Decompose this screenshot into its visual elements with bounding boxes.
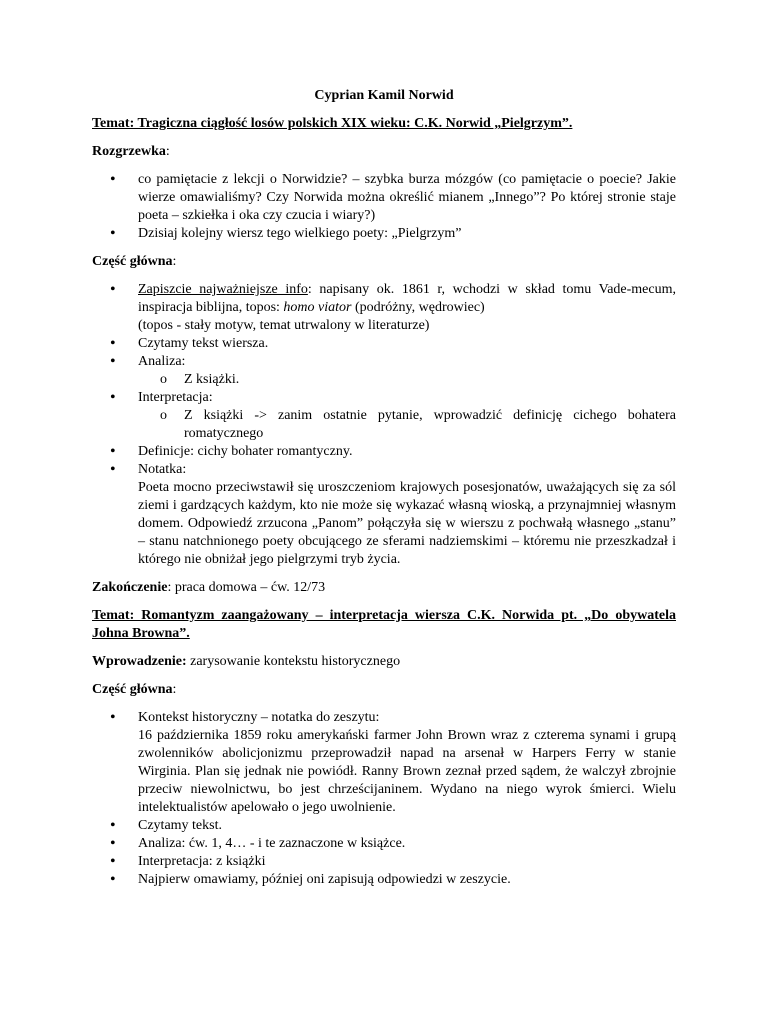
analysis-label: Analiza:: [138, 354, 186, 369]
lesson1-warmup-heading: [92, 143, 676, 161]
sublist-item: o Z książki.: [138, 371, 676, 389]
list-item: • Najpierw omawiamy, później oni zapisują odpowiedzi w zeszycie.: [92, 871, 676, 889]
warmup-list: [92, 171, 676, 243]
lesson2-topic: Temat: Romantyzm zaangażowany – interpretacja wiersza C.K. Norwida pt. „Do obywatela Johna Browna”.: [92, 608, 676, 641]
colon: :: [165, 144, 170, 159]
document-title: Cyprian Kamil Norwid: [314, 88, 454, 103]
note-text: Poeta mocno przeciwstawił się uroszczeniom krajowych posesjonatów, uważających się za sól ziemi i gardzących każdym, kto nie może się wykazać własną wioską, a przynajmniej własnym domem. Odpowiedź zrzucona „Panom” połączyła się w wierszu z pochwałą własnego „stanu” – stanu natchnionego poety obcującego ze sferami nadziemskimi – któremu nie przeszkadzał i którego nie obniżał jego pielgrzymi tryb życia.: [138, 480, 676, 567]
intro-label: Wprowadzenie:: [92, 654, 187, 669]
list-item: • Interpretacja: z książki: [92, 853, 676, 871]
main-label: Część główna: [92, 254, 173, 269]
list-item-context: [92, 709, 676, 817]
info-label: Zapiszcie najważniejsze info: [138, 282, 308, 297]
lesson1-main-heading: [92, 253, 676, 271]
info-text-a: : napisany ok. 1861 r, wchodzi w skład tomu Vade-mecum, inspiracja biblijna, topos:: [138, 282, 676, 315]
info-line2: (topos - stały motyw, temat utrwalony w literaturze): [138, 318, 430, 333]
list-item: • co pamiętacie z lekcji o Norwidzie? – szybka burza mózgów (co pamiętacie o poecie? Jakie wierze omawialiśmy? Czy Norwida można określić mianem „Innego”? Po której stronie staje poeta – szkiełka i oka czy czucia i wiary?): [92, 171, 676, 225]
colon: :: [172, 682, 177, 697]
list-item: • Czytamy tekst.: [92, 817, 676, 835]
lesson1-ending: [92, 579, 676, 597]
document-body: [92, 87, 676, 899]
list-item: • Dzisiaj kolejny wiersz tego wielkiego poety: „Pielgrzym”: [92, 225, 676, 243]
context-label: • Kontekst historyczny – notatka do zeszytu:: [138, 710, 380, 725]
lesson2-main-heading: [92, 681, 676, 699]
list-item-interpretation: [92, 389, 676, 443]
sublist-item: o Z książki -> zanim ostatnie pytanie, wprowadzić definicję cichego bohatera romatycznego: [138, 407, 676, 443]
main-label: Część główna: [92, 682, 173, 697]
lesson2-list: [92, 709, 676, 889]
ending-text: : praca domowa – ćw. 12/73: [167, 580, 326, 595]
lesson2-intro: [92, 653, 676, 671]
list-item: • Definicje: cichy bohater romantyczny.: [92, 443, 676, 461]
interpretation-label: Interpretacja:: [138, 390, 213, 405]
ending-label: Zakończenie: [92, 580, 168, 595]
list-item: • Analiza: ćw. 1, 4… - i te zaznaczone w książce.: [92, 835, 676, 853]
note-label: • Notatka:: [138, 462, 187, 477]
colon: :: [172, 254, 177, 269]
list-item-info: [92, 281, 676, 335]
list-item-note: [92, 461, 676, 569]
info-italic: homo viator: [283, 300, 352, 315]
main-list: [92, 281, 676, 569]
analysis-sublist: [138, 371, 676, 389]
list-item-analysis: [92, 353, 676, 389]
context-text: 16 października 1859 roku amerykański farmer John Brown wraz z czterema synami i grupą zwolenników abolicjonizmu przeprowadził napad na arsenał w Harpers Ferry w stanie Wirginia. Plan się jednak nie powiódł. Ranny Brown zeznał przed sądem, że walczył zbrojnie przeciw niewolnictwu, bo jest chrześcijaninem. Wydano na niego wyrok śmierci. Wielu intelektualistów apelowało o jego uwolnienie.: [138, 728, 676, 815]
intro-text: zarysowanie kontekstu historycznego: [186, 654, 401, 669]
interpretation-sublist: [138, 407, 676, 443]
warmup-label: Rozgrzewka: [92, 144, 166, 159]
info-text-b: (podróżny, wędrowiec): [351, 300, 485, 315]
list-item: • Czytamy tekst wiersza.: [92, 335, 676, 353]
lesson1-topic: Temat: Tragiczna ciągłość losów polskich XIX wieku: C.K. Norwid „Pielgrzym”.: [92, 116, 573, 131]
